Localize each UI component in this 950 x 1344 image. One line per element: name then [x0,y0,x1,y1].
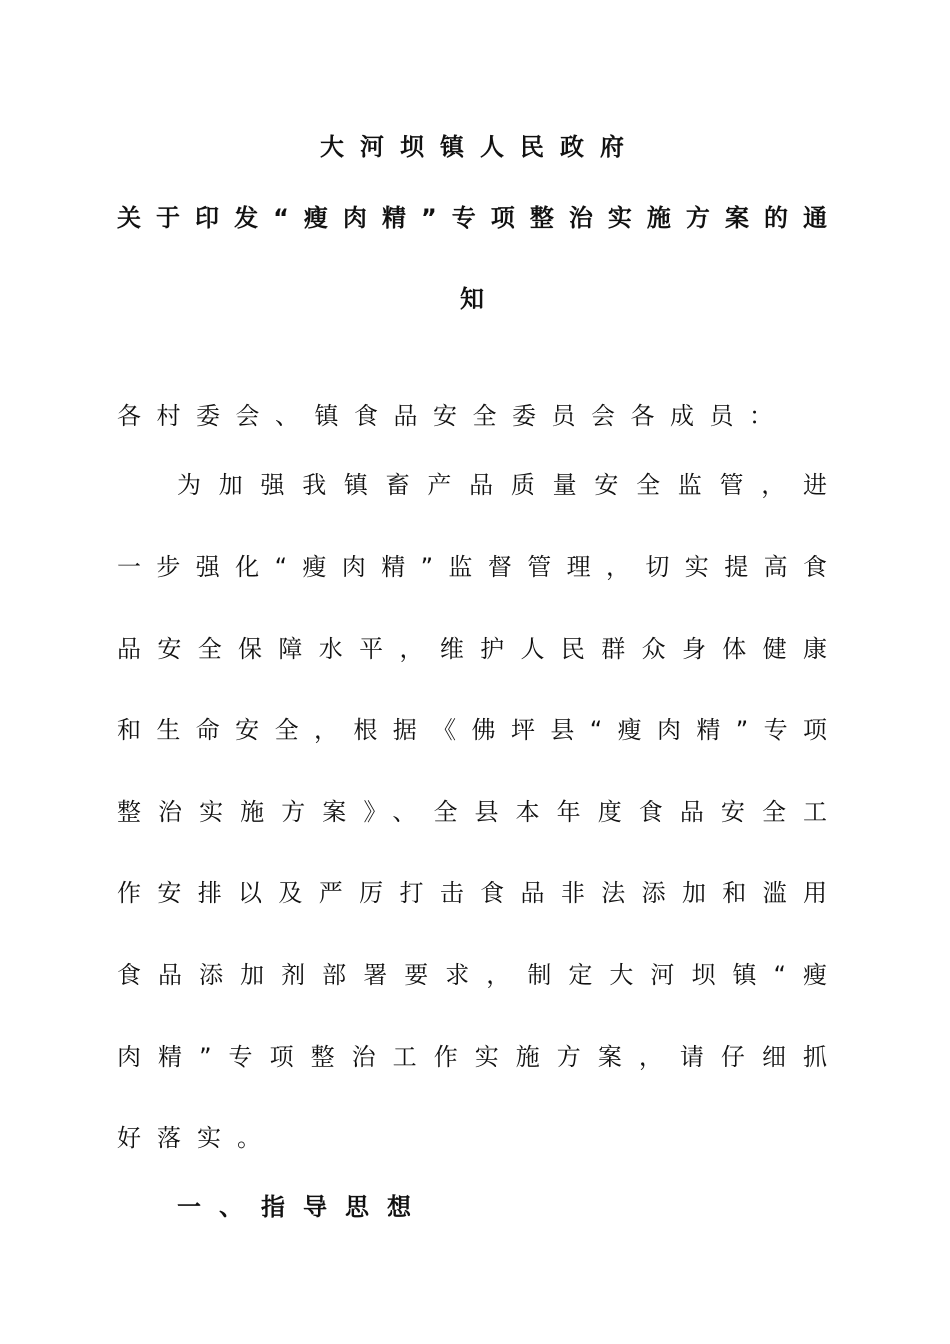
body-line-final: 好落实。 [117,1124,277,1152]
body-line: 品安全保障水平，维护人民群众身体健康 [117,635,827,663]
document-title-issuer: 大河坝镇人民政府 [320,133,640,161]
section-heading: 一、指导思想 [177,1193,429,1221]
body-line: 肉精”专项整治工作实施方案，请仔细抓 [117,1043,827,1071]
salutation: 各村委会、镇食品安全委员会各成员： [117,402,789,430]
body-line: 整治实施方案》、全县本年度食品安全工 [117,798,827,826]
body-line: 和生命安全，根据《佛坪县“瘦肉精”专项 [117,716,827,744]
body-line: 作安排以及严厉打击食品非法添加和滥用 [117,879,827,907]
document-title-subject-end: 知 [460,285,484,313]
body-line: 一步强化“瘦肉精”监督管理，切实提高食 [117,553,827,581]
body-line: 食品添加剂部署要求，制定大河坝镇“瘦 [117,961,827,989]
document-title-subject: 关于印发“瘦肉精”专项整治实施方案的通 [117,204,827,232]
body-line: 为加强我镇畜产品质量安全监管，进 [177,471,827,499]
